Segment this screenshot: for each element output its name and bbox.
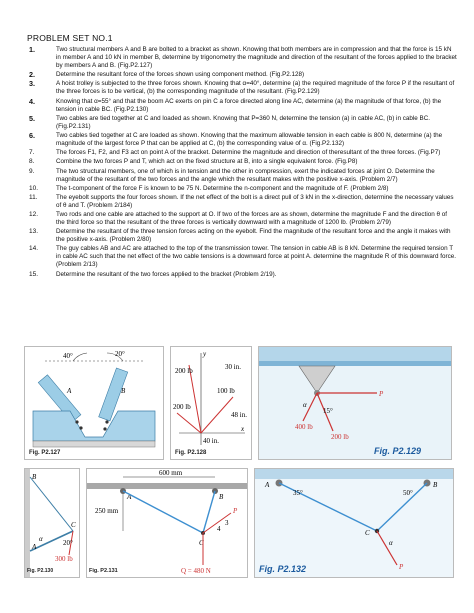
- problem-text: The two structural members, one of which is in tension and the other in compression, exert the indicated forces at joint O. Determine the magnitude of the resultant of the two forces and the angle which the resultant makes with the positive x-axis. (Problem 2/7): [56, 167, 435, 183]
- problem-number: 9.: [29, 167, 35, 175]
- point-c-label: C: [365, 529, 370, 537]
- figure-caption: Fig. P2.130: [27, 568, 54, 574]
- problem-text: Combine the two forces P and T, which act on the fixed structure at B, into a single equivalent force. (Fig.P8): [56, 158, 358, 166]
- problem-item: [25, 46, 457, 70]
- alpha-label: α: [389, 539, 393, 547]
- problem-item: [25, 71, 457, 79]
- problem-text: Determine the resultant force of the forces shown using component method. (Fig.P2.128): [56, 71, 305, 79]
- figure-p2-130-drawing: [25, 469, 79, 577]
- force-1-label: 200 lb: [175, 367, 193, 375]
- figure-caption: Fig. P2.128: [175, 450, 207, 456]
- figure-p2-132: [254, 468, 454, 578]
- problem-number: 13.: [29, 228, 39, 236]
- point-b-label: B: [433, 481, 438, 489]
- problem-item: [25, 194, 457, 210]
- problem-number: 3.: [29, 79, 35, 89]
- figure-caption: Fig. P2.129: [373, 446, 421, 456]
- problem-text: Determine the resultant of the two forces applied to the bracket (Problem 2/19).: [56, 270, 277, 278]
- problem-number: 7.: [29, 149, 35, 157]
- point-a-label: A: [127, 493, 132, 501]
- problem-item: [25, 245, 457, 269]
- force-q-label: Q = 480 N: [181, 567, 211, 575]
- figure-p2-131: [86, 468, 248, 578]
- member-a-label: A: [67, 387, 72, 395]
- problem-item: [25, 98, 457, 114]
- problem-item: [25, 271, 457, 279]
- problem-text: The forces F1, F2, and F3 act on point A of the bracket. Determine the magnitude and direction of theresultant of the three forces. (Fig.P7): [56, 149, 441, 157]
- problem-item: [25, 185, 457, 193]
- alpha-label: α: [303, 401, 307, 409]
- force-p-label: P: [399, 563, 404, 571]
- dim-600-label: 600 mm: [159, 469, 183, 477]
- problem-text: The t-component of the force F is known to be 75 N. Determine the n-component and the magnitude of F. (Problem 2/8): [56, 184, 389, 192]
- point-c-label: C: [71, 521, 76, 529]
- problem-item: [25, 211, 457, 227]
- point-a-label: A: [32, 543, 37, 551]
- force-2-label: 100 lb: [217, 387, 235, 395]
- dim-1-label: 30 in.: [225, 363, 241, 371]
- point-b-label: B: [219, 493, 224, 501]
- ratio-4-label: 4: [217, 525, 221, 533]
- figure-caption: Fig. P2.127: [29, 450, 61, 456]
- angle-20-label: 20°: [63, 539, 73, 547]
- figure-p2-129: [258, 346, 452, 460]
- member-b-label: B: [121, 387, 126, 395]
- problem-text: Knowing that α=55° and that the boom AC exerts on pin C a force directed along line AC, determine (a) the magnitude of that force, (b) the tension in cable BC. (Fig.P2.130): [56, 97, 442, 113]
- figure-p2-128: [170, 346, 252, 460]
- dim-3-label: 40 in.: [203, 437, 219, 445]
- figure-p2-128-drawing: [171, 347, 251, 459]
- problem-item: [25, 158, 457, 166]
- axis-y-label: y: [203, 350, 207, 358]
- angle-35-label: 35°: [293, 489, 303, 497]
- problem-text: Determine the resultant of the three tension forces acting on the eyebolt. Find the magnitude of the resultant force and the angle it makes with the positive x-axis. (Problem 2/80): [56, 228, 451, 244]
- force-400-label: 400 lb: [295, 423, 313, 431]
- problem-number: 14.: [29, 245, 39, 253]
- problem-number: 10.: [29, 184, 39, 192]
- problem-item: [25, 132, 457, 148]
- point-b-label: B: [32, 473, 37, 481]
- dim-250-label: 250 mm: [95, 507, 119, 515]
- problem-number: 2.: [29, 70, 35, 80]
- problem-number: 12.: [29, 211, 39, 219]
- problem-text: The guy cables AB and AC are attached to the top of the transmission tower. The tension in cable AB is 8 kN. Determine the required tension T in cable AC such that the net effect of the two cable tensions is a downward force at point A. determine the magnitude R of this downward force. (Problem 2/13): [56, 245, 456, 269]
- problem-text: Two rods and one cable are attached to the support at O. If two of the forces are as shown, determine the magnitude F and the direction θ of the third force so that the resultant of the three forces is vertically downward with a magnitude of 1200 lb. (Problem 2/79): [56, 211, 447, 227]
- problem-number: 11.: [29, 193, 38, 201]
- problem-number: 6.: [29, 130, 35, 140]
- problem-text: A hoist trolley is subjected to the three forces shown. Knowing that α=40°, determine (a) the required magnitude of the force P if the resultant of the three forces is to be vertical, (b) the corresponding magnitude of the resultant. (Fig.P2.129): [56, 80, 455, 96]
- angle-40-label: 40°: [63, 352, 73, 360]
- figure-p2-132-drawing: [255, 469, 453, 577]
- force-p-label: P: [233, 507, 238, 515]
- problem-text: Two structural members A and B are bolted to a bracket as shown. Knowing that both members are in compression and that the force is 15 kN in member A and 10 kN in member B, determine by trigonometry the magnitude and direction of the resultant of the forces applied to the bracket by members A and B. (Fig.P2.127): [56, 46, 457, 69]
- page-title: PROBLEM SET NO.1: [27, 33, 113, 43]
- problem-number: 1.: [29, 45, 35, 54]
- figure-p2-130: [24, 468, 80, 578]
- figure-p2-127-drawing: [25, 347, 163, 459]
- problem-item: [25, 115, 457, 131]
- figure-p2-129-drawing: [259, 347, 451, 459]
- figure-caption: Fig. P2.131: [89, 568, 118, 574]
- problem-text: Two cables tied together at C are loaded as shown. Knowing that the maximum allowable tension in each cable is 800 N, determine (a) the magnitude of the largest force P that can be applied at C, (b) the corresponding value of α. (Fig.P2.132): [56, 131, 443, 147]
- problem-number: 5.: [29, 113, 35, 123]
- angle-15-label: 15°: [323, 407, 333, 415]
- problem-item: [25, 149, 457, 157]
- problem-number: 8.: [29, 158, 35, 166]
- problem-number: 15.: [29, 270, 39, 278]
- point-c-label: C: [199, 539, 204, 547]
- force-200-label: 200 lb: [331, 433, 349, 441]
- angle-20-label: 20°: [115, 350, 125, 358]
- alpha-label: α: [39, 535, 43, 543]
- force-p-label: P: [379, 390, 384, 398]
- problem-text: Two cables are tied together at C and loaded as shown. Knowing that P=360 N, determine the tension (a) in cable AC, (b) in cable BC. (Fig.P2.131): [56, 114, 431, 130]
- force-label: 300 lb: [55, 555, 73, 563]
- problem-item: [25, 228, 457, 244]
- problem-list: [25, 46, 457, 280]
- problem-number: 4.: [29, 96, 35, 106]
- problem-text: The eyebolt supports the four forces shown. If the net effect of the bolt is a direct pull of 3 kN in the x-direction, determine the necessary values of θ and T. (Problem 2/184): [56, 193, 454, 209]
- angle-50-label: 50°: [403, 489, 413, 497]
- figure-p2-131-drawing: [87, 469, 247, 577]
- point-a-label: A: [265, 481, 270, 489]
- force-3-label: 200 lb: [173, 403, 191, 411]
- problem-item: [25, 168, 457, 184]
- dim-2-label: 48 in.: [231, 411, 247, 419]
- figure-p2-127: [24, 346, 164, 460]
- problem-item: [25, 80, 457, 96]
- axis-x-label: x: [241, 425, 245, 433]
- figure-caption: Fig. P2.132: [259, 564, 307, 574]
- ratio-3-label: 3: [225, 519, 229, 527]
